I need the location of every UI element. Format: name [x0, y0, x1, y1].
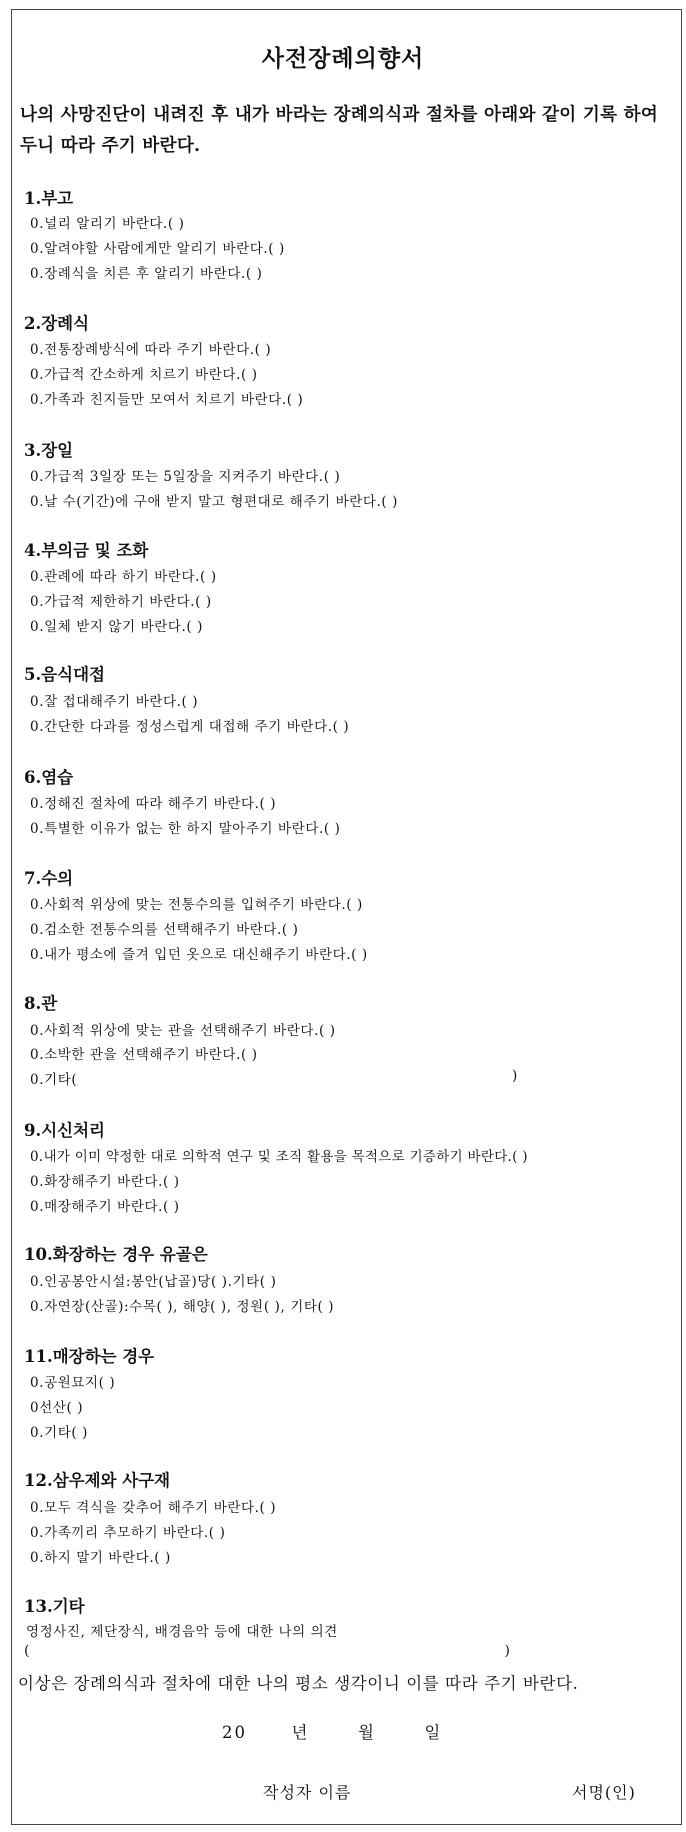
option-item: 0.날 수(기간)에 구애 받지 말고 형편대로 해주기 바란다.( ): [30, 494, 399, 510]
option-item: 0.널리 알리기 바란다.( ): [30, 216, 185, 232]
option-item: 0.공원묘지( ): [30, 1375, 116, 1391]
option-item: 0.자연장(산골):수목( ), 해양( ), 정원( ), 기타( ): [30, 1299, 335, 1315]
option-item: 0.기타( ): [30, 1425, 88, 1441]
date-year-label: 년: [291, 1723, 310, 1742]
other-close-paren: ): [512, 1068, 518, 1084]
option-item: 0.가족과 친지들만 모여서 치르기 바란다.( ): [30, 392, 304, 408]
section-title-memorial: 12.삼우제와 사구재: [24, 1471, 171, 1490]
option-item: 0.내가 이미 약정한 대로 의학적 연구 및 조직 활용을 목적으로 기증하기 바란다.( ): [30, 1149, 528, 1165]
section-title-body: 9.시신처리: [24, 1121, 105, 1140]
option-item: 0.일체 받지 않기 바란다.( ): [30, 619, 204, 635]
option-item: 0.잘 접대해주기 바란다.( ): [30, 694, 199, 710]
option-item: 0.사회적 위상에 맞는 관을 선택해주기 바란다.( ): [30, 1023, 336, 1039]
option-item: 0.하지 말기 바란다.( ): [30, 1550, 171, 1566]
date-line: [222, 1719, 442, 1743]
option-item: 0.화장해주기 바란다.( ): [30, 1174, 180, 1190]
option-item: 0.장례식을 치른 후 알리기 바란다.( ): [30, 266, 263, 282]
writer-name-label: 작성자 이름: [263, 1783, 352, 1802]
option-item: 0.가급적 제한하기 바란다.( ): [30, 594, 212, 610]
option-item: 0.모두 격식을 갖추어 해주기 바란다.( ): [30, 1500, 277, 1516]
option-item: 0.소박한 관을 선택해주기 바란다.( ): [30, 1047, 258, 1063]
section-title-food: 5.음식대접: [24, 665, 105, 684]
option-item: 0.알려야할 사람에게만 알리기 바란다.( ): [30, 241, 285, 257]
date-day-label: 일: [424, 1723, 443, 1742]
opinion-blank-line: [24, 1643, 510, 1659]
opinion-close-paren: ): [504, 1643, 510, 1659]
option-item: 0.검소한 전통수의를 선택해주기 바란다.( ): [30, 922, 299, 938]
document-title: 사전장례의향서: [261, 45, 425, 72]
date-month-label: 월: [357, 1723, 376, 1742]
date-year-prefix: 20: [222, 1723, 247, 1742]
signature-label: 서명(인): [572, 1783, 636, 1802]
section-title-other: 13.기타: [24, 1597, 85, 1616]
other-note: 영정사진, 제단장식, 배경음악 등에 대한 나의 의견: [26, 1624, 338, 1640]
section-title-shroud: 7.수의: [24, 869, 74, 888]
option-item: 0.가족끼리 추모하기 바란다.( ): [30, 1525, 226, 1541]
option-item: 0.내가 평소에 즐겨 입던 옷으로 대신해주기 바란다.( ): [30, 947, 368, 963]
section-title-burial: 11.매장하는 경우: [24, 1347, 155, 1366]
option-item: 0.전통장례방식에 따라 주기 바란다.( ): [30, 342, 272, 358]
option-item: 0.특별한 이유가 없는 한 하지 말아주기 바란다.( ): [30, 821, 341, 837]
option-item: 0.매장해주기 바란다.( ): [30, 1199, 180, 1215]
section-title-coffin: 8.관: [24, 994, 58, 1013]
section-title-shroud-wash: 6.염습: [24, 768, 74, 787]
option-item: 0.가급적 3일장 또는 5일장을 지켜주기 바란다.( ): [30, 469, 341, 485]
intro-paragraph: 나의 사망진단이 내려진 후 내가 바라는 장례의식과 절차를 아래와 같이 기록 하여 두니 따라 주기 바란다.: [20, 105, 659, 156]
option-item: 0.가급적 간소하게 치르기 바란다.( ): [30, 367, 258, 383]
option-item: 0.인공봉안시설:봉안(납골)당( ).기타( ): [30, 1274, 277, 1290]
option-item: 0.간단한 다과를 정성스럽게 대접해 주기 바란다.( ): [30, 719, 350, 735]
opinion-open-paren: (: [24, 1643, 30, 1659]
option-item: 0.사회적 위상에 맞는 전통수의를 입혀주기 바란다.( ): [30, 897, 363, 913]
section-title-condolence: 4.부의금 및 조화: [24, 541, 149, 560]
closing-statement: 이상은 장례의식과 절차에 대한 나의 평소 생각이니 이를 따라 주기 바란다.: [18, 1674, 579, 1693]
section-title-cremation: 10.화장하는 경우 유골은: [24, 1245, 208, 1264]
option-item: 0.관례에 따라 하기 바란다.( ): [30, 569, 217, 585]
section-title-days: 3.장일: [24, 441, 74, 460]
section-title-funeral: 2.장례식: [24, 314, 90, 333]
option-item: 0.기타(: [30, 1072, 78, 1088]
option-item: 0선산( ): [30, 1400, 84, 1416]
section-title-obituary: 1.부고: [24, 189, 74, 208]
option-item: 0.정해진 절차에 따라 해주기 바란다.( ): [30, 796, 277, 812]
